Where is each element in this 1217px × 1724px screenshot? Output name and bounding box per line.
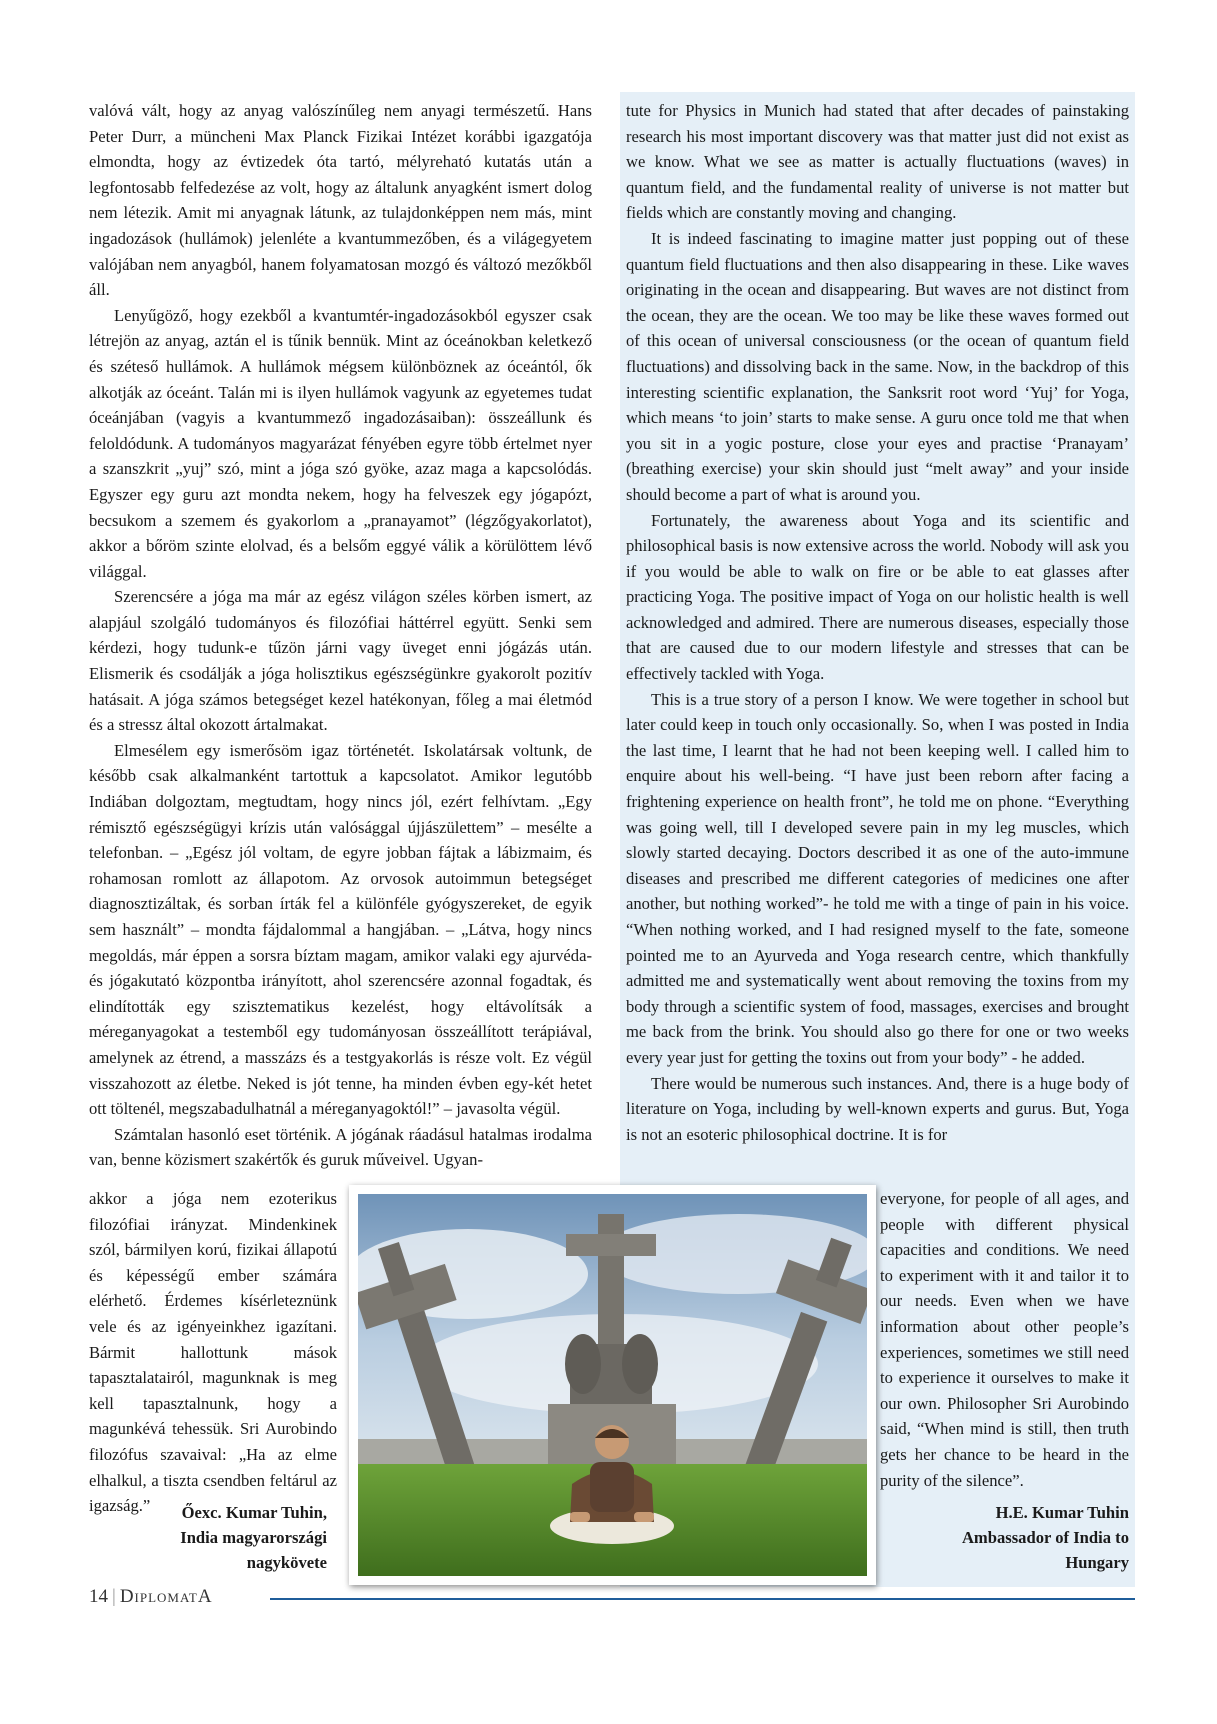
- en-paragraph: This is a true story of a person I know. We were together in school but later could keep in touch only occasionally. So, when I was posted in India the last time, I learnt that he had not been keeping well. I called him to enquire about his well-being. “I have just been reborn after facing a frightening experience on health front”, he told me on phone. “Everything was going well, till I developed severe pain in my leg muscles, which slowly started decaying. Doctors described it as one of the auto-immune diseases and prescribed me different categories of medicines one after another, but nothing worked”- he told me with a tinge of pain in his voice. “When nothing worked, and I had resigned myself to the fate, someone pointed me to an Ayurveda and Yoga research centre, which thankfully admitted me and systematically went about removing the toxins from my body through a scientific system of food, massages, exercises and brought me back from the brink. You should also go there for one or two weeks every year just for getting the toxins out from your body” - he added.: [626, 689, 1129, 1067]
- hu-paragraph: Szerencsére a jóga ma már az egész világon széles körben ismert, az alapjául szolgáló tudományos és filozófiai háttérrel együtt. Senki sem kérdezi, hogy tudunk-e tűzön járni vagy üveget enni jógázás után. Elismerik és csodálják a jóga holisztikus egészségünkre gyakorolt pozitív hatásait. A jóga számos betegséget kezel hatékonyan, főleg a mai életmód és a stressz által okozott ártalmakat.: [89, 587, 592, 735]
- hu-signature-name: Őexc. Kumar Tuhin,: [181, 1503, 327, 1522]
- magazine-name: DiplomatA: [119, 1586, 213, 1607]
- footer-separator: |: [112, 1586, 116, 1607]
- hu-signature-title: India magyarországi: [180, 1528, 327, 1547]
- page-number: 14: [89, 1586, 108, 1607]
- en-signature-title: Ambassador of India to: [961, 1528, 1129, 1547]
- hu-signature: [89, 1500, 327, 1575]
- hungarian-column: [89, 98, 592, 1572]
- en-signature-name: H.E. Kumar Tuhin: [995, 1503, 1129, 1522]
- en-narrow-text: [880, 1186, 1129, 1493]
- en-signature-role: Hungary: [1065, 1553, 1129, 1572]
- en-paragraph: tute for Physics in Munich had stated that after decades of painstaking research his most important discovery was that matter just did not exist as we know. What we see as matter is actually fluctuations (waves) in quantum field, and the fundamental reality of universe is not matter but fields which are constantly moving and changing.: [626, 101, 1129, 223]
- hu-paragraph-continued: akkor a jóga nem ezoterikus filozófiai irányzat. Mindenkinek szól, bármilyen korú, fizikai állapotú és képességű ember számára elérhető. Érdemes kísérleteznünk vele és az igényeinkhez igazítani. Bármit hallottunk mások tapasztalatairól, magunknak is meg kell tapasztalnunk, hogy a magunkévá tehessük. Sri Aurobindo filozófus szavaival: „Ha az elme elhalkul, a tiszta csendben feltárul az igazság.”: [89, 1189, 337, 1516]
- hu-signature-role: nagykövete: [246, 1553, 327, 1572]
- yoga-photo: [358, 1194, 867, 1576]
- english-column: [626, 98, 1129, 1572]
- en-signature: [880, 1500, 1129, 1575]
- hu-narrow-text: [89, 1186, 337, 1519]
- hu-paragraph: Lenyűgöző, hogy ezekből a kvantumtér-ingadozásokból egyszer csak létrejön az anyag, aztán el is tűnik bennük. Mint az óceánokban keletkező és széteső hullámok. A hullámok mégsem különböznek az óceántól, ők alkotják az óceánt. Talán mi is ilyen hullámok vagyunk az egyetemes tudat óceánjában (vagyis a kvantummező ingadozásaiban): összeállunk és feloldódunk. A tudományos magyarázat fényében egyre több értelmet nyer a szanszkrit „yuj” szó, mint a jóga szó gyöke, azaz maga a kapcsolódás. Egyszer egy guru azt mondta nekem, hogy ha felveszek egy jógapózt, becsukom a szemem és gyakorlom a „pranayamot” (légzőgyakorlatot), akkor a bőröm szinte elolvad, és a belsőm eggyé válik a körülöttem lévő világgal.: [89, 305, 592, 581]
- yoga-photo-illustration: [358, 1194, 867, 1576]
- hu-paragraph: Elmesélem egy ismerősöm igaz történetét. Iskolatársak voltunk, de később csak alkalmanként tartottuk a kapcsolatot. Amikor legutóbb Indiában dolgoztam, megtudtam, hogy nincs jól, ezért felhívtam. „Egy rémisztő egészségügyi krízis után valósággal újjászülettem” – mesélte a telefonban. – „Egész jól voltam, de egyre jobban fájtak a lábizmaim, és rohamosan romlott az állapotom. Az orvosok autoimmun betegséget diagnosztizáltak, és sorban írták fel a különféle gyógyszereket, de egyik sem használt” – mondta fájdalommal a hangjában. – „Látva, hogy nincs megoldás, már éppen a sorsra bíztam magam, amikor valaki egy ajurvéda- és jógakutató központba irányított, ahol szerencsére azonnal fogadtak, és elindították egy szisztematikus kezelést, hogy eltávolítsák a méreganyagokat a testemből egy tudományosan összeállított terápiával, amelynek az étrend, a masszázs és a testgyakorlás is része volt. Ez végül visszahozott az életbe. Neked is jót tenne, ha minden évben egy-két hetet ott töltenél, megszabadulhatnál a méreganyagoktól!” – javasolta végül.: [89, 740, 592, 1119]
- en-paragraph-continued: everyone, for people of all ages, and people with different physical capacities and conditions. We need to experiment with it and tailor it to our needs. Even when we have information about other people’s experiences, sometimes we still need to experience it ourselves to make it our own. Philosopher Sri Aurobindo said, “When mind is still, then truth gets her chance to be heard in the purity of the silence”.: [880, 1189, 1129, 1490]
- hu-paragraph: Számtalan hasonló eset történik. A jógának ráadásul hatalmas irodalma van, benne közismert szakértők és guruk műveivel. Ugyan-: [89, 1124, 592, 1170]
- photo-frame: [349, 1185, 876, 1585]
- en-paragraph: There would be numerous such instances. And, there is a huge body of literature on Yoga, including by well-known experts and gurus. But, Yoga is not an esoteric philosophical doctrine. It is for: [626, 1073, 1129, 1144]
- footer: [89, 1585, 213, 1609]
- en-paragraph: Fortunately, the awareness about Yoga and its scientific and philosophical basis is now extensive across the world. Nobody will ask you if you would be able to walk on fire or be able to eat glasses after practicing Yoga. The positive impact of Yoga on our holistic health is well acknowledged and admired. There are numerous diseases, especially those that are caused due to our modern lifestyle and stresses that can be effectively tackled with Yoga.: [626, 510, 1129, 684]
- en-paragraph: It is indeed fascinating to imagine matter just popping out of these quantum field fluctuations and then also disappearing in these. Like waves originating in the ocean and disappearing. But waves are not distinct from the ocean, they are the ocean. We too may be like these waves formed out of this ocean of universal consciousness (or the ocean of quantum field fluctuations) and dissolving back in the same. Now, in the backdrop of this interesting scientific explanation, the Sanksrit root word ‘Yuj’ for Yoga, which means ‘to join’ starts to make sense. A guru once told me that when you sit in a yogic posture, close your eyes and practise ‘Pranayam’ (breathing exercise) your skin should just “melt away” and your inside should become a part of what is around you.: [626, 228, 1129, 504]
- footer-rule: [270, 1598, 1135, 1600]
- hu-paragraph: valóvá vált, hogy az anyag valószínűleg nem anyagi természetű. Hans Peter Durr, a müncheni Max Planck Fizikai Intézet korábbi igazgatója elmondta, hogy az évtizedek óta tartó, mélyreható kutatás után a legfontosabb felfedezése az volt, hogy az általunk anyagként ismert dolog nem létezik. Amit mi anyagnak látunk, az tulajdonképpen nem más, mint ingadozások (hullámok) jelenléte a kvantummezőben, és a világegyetem valójában nem anyagból, hanem folyamatosan mozgó és változó mezőkből áll.: [89, 101, 592, 300]
